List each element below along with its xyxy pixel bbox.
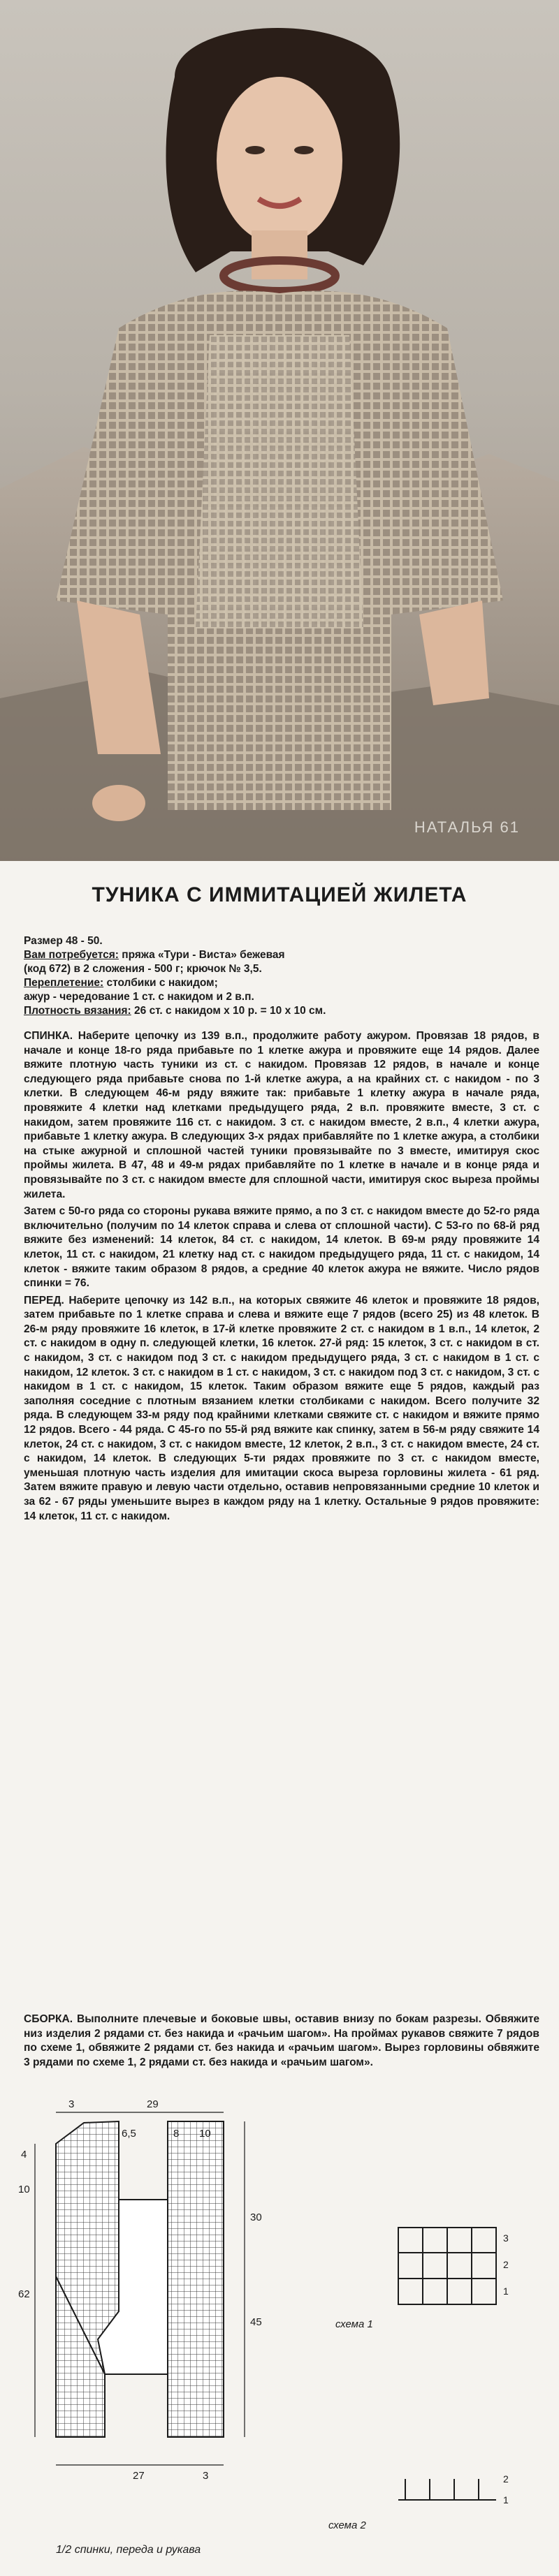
photo-illustration	[0, 0, 559, 861]
scheme-2-row-1: 1	[503, 2494, 509, 2505]
article-title: ТУНИКА С ИММИТАЦИЕЙ ЖИЛЕТА	[92, 883, 467, 906]
specs-block	[24, 934, 539, 1018]
front-section-label: ПЕРЕД.	[24, 1294, 64, 1307]
size-label: Размер 48 - 50.	[24, 935, 103, 947]
pattern-caption: 1/2 спинки, переда и рукава	[56, 2544, 201, 2556]
pattern-diagram	[14, 2046, 293, 2549]
dim-top-mid: 29	[147, 2098, 159, 2110]
scheme-1-chart	[391, 2221, 531, 2339]
dim-left-b: 10	[18, 2184, 30, 2195]
assembly-label: СБОРКА.	[24, 2013, 73, 2025]
weave-text: столбики с накидом;	[103, 977, 218, 989]
dim-left-a: 4	[21, 2149, 27, 2161]
need-text-2: (код 672) в 2 сложения - 500 г; крючок № 3,5.	[24, 963, 262, 975]
weave-label: Переплетение:	[24, 977, 104, 989]
dim-top-a: 6,5	[122, 2128, 136, 2140]
density-label: Плотность вязания:	[24, 1005, 131, 1017]
need-label: Вам потребуется:	[24, 949, 119, 961]
pattern-shape	[56, 2121, 224, 2437]
scheme-2-caption: схема 2	[328, 2519, 366, 2531]
instructions-text	[24, 1029, 539, 1526]
photo-watermark: НАТАЛЬЯ 61	[414, 818, 520, 836]
scheme-2-chart	[391, 2458, 531, 2528]
back-section-text-2: Затем с 50-го ряда со стороны рукава вяжите прямо, а по 3 ст. с накидом вместе до 52-го ряда включительно (получим по 14 клеток справа и слева от сплошной части). С 53-го по 68-й ряд вяжите без изменений: 14 клеток, 84 ст. с накидом, 14 клеток. В 69-м ряду провяжите 14 клеток, 11 ст. с накидом, 21 клетку над ст. с накидом предыдущего ряда, 11 ст. с накидом, 14 клеток - вяжите таким образом 8 рядов, а средние 40 клеток ажура не вяжите. Число рядов спинки = 76.	[24, 1205, 539, 1290]
dim-right-b: 30	[250, 2211, 262, 2223]
dim-top-b: 8	[173, 2128, 180, 2140]
density-text: 26 ст. с накидом х 10 р. = 10 х 10 см.	[131, 1005, 326, 1017]
dim-top-left: 3	[68, 2098, 75, 2110]
dim-bottom-2: 3	[203, 2470, 209, 2482]
back-section-text: Наберите цепочку из 139 в.п., продолжите работу ажуром. Провязав 18 рядов, в начале и конце 18-го ряда прибавьте по 1 клетке ажура и провяжите еще 14 рядов. Далее вяжите плотную часть туники из ст. с накидом. Провязав 12 рядов, в начале и конце следующего ряда прибавьте снова по 1-й клетке ажура, а на крайних ст. с накидом - по 3 клетки. В следующем 46-м ряду вяжите так: прибавьте 1 клетку ажура в начале ряда, провяжите 4 клетки над клетками предыдущего ряда, 2 в.п. провяжите вместе, 3 ст. с накидом, затем провяжите 116 ст. с накидом. 3 ст. с накидом вместе, 2 в.п., 4 клетки ажура, прибавьте 1 клетку ажура. В следующих 3-х рядах прибавляйте по 1 клетке ажура, а столбики на стыке ажурной и сплошной частей туники провязывайте по 3 вместе, имитируя скос проймы жилета. В 47, 48 и 49-м рядах прибавляйте по 1 клетке в начале и в конце ряда и провязывайте по 3 ст. с накидом вместе для сплошной части, имитируя скос выреза проймы жилета.	[24, 1030, 539, 1200]
dim-left-c: 62	[18, 2288, 30, 2300]
assembly-text: Выполните плечевые и боковые швы, оставив внизу по бокам разрезы. Обвяжите низ изделия 2 рядами ст. без накида и «рачьим шагом». На проймах рукавов свяжите 7 рядов по схеме 1, обвяжите 2 рядами ст. без накида и «рачьим шагом». Вырез горловины обвяжите 3 рядами по схеме 1, 2 рядами ст. без накида и «рачьим шагом».	[24, 2013, 539, 2068]
ajour-text: ажур - чередование 1 ст. с накидом и 2 в.п.	[24, 991, 254, 1003]
dim-top-c: 10	[199, 2128, 211, 2140]
scheme-1-row-1: 1	[503, 2286, 509, 2297]
scheme-1-row-2: 2	[503, 2259, 509, 2270]
scheme-1-row-3: 3	[503, 2232, 509, 2244]
dim-bottom: 27	[133, 2470, 145, 2482]
scheme-2-row-2: 2	[503, 2473, 509, 2485]
dim-right-a: 45	[250, 2316, 262, 2328]
need-text: пряжа «Тури - Виста» бежевая	[118, 949, 285, 961]
model-photo	[0, 0, 559, 861]
back-section-label: СПИНКА.	[24, 1030, 73, 1042]
scheme-1-caption: схема 1	[335, 2318, 373, 2330]
front-section-text: Наберите цепочку из 142 в.п., на которых свяжите 46 клеток и провяжите 18 рядов, затем прибавьте по 1 клетке справа и слева и вяжите еще 7 рядов (всего 25) из 48 клеток. В 26-м ряду провяжите 16 клеток, в 17-й клетке провяжите 2 ст. с накидом в 1 в.п., 14 клеток, 2 ст. с накидом в одну п. следующей клетки, 16 клеток. 27-й ряд: 15 клеток, 3 ст. с накидом в ст. с накидом, 3 ст. с накидом под 3 ст. с накидом предыдущего ряда, 3 ст. с накидом в 1 ст. с накидом, 12 клеток. 3 ст. с накидом в 1 ст. с накидом, 3 ст. с накидом под 3 ст. с накидом, 3 ст. с накидом в 1 ст. с накидом, 15 клеток. Таким образом вяжите еще 5 рядов, каждый раз заполняя соседние с плотным вязанием клетки столбиками с накидом. Всего получите 32 ряда. В следующем 33-м ряду под крайними клетками свяжите ст. с накидом и вяжите прямо 12 рядов. Всего - 44 ряда. С 45-го по 55-й ряд вяжите как спинку, затем в 56-м ряду свяжите 14 клеток, 24 ст. с накидом, 3 ст. с накидом вместе, 12 клеток, 2 в.п., 3 ст. с накидом вместе, 24 ст. с накидом, 14 клеток. В следующих 5-ти рядах провяжите по 3 ст. с накидом вместе, уменьшая плотную часть изделия для имитации скоса выреза горловины жилета - 61 ряд. Затем вяжите правую и левую части отдельно, оставив непровязанными средние 10 клеток и за 62 - 67 ряды уменьшите вырез в каждом ряду на 1 клетку. Остальные 9 рядов провяжите: 14 клеток, 11 ст. с накидом.	[24, 1294, 539, 1522]
